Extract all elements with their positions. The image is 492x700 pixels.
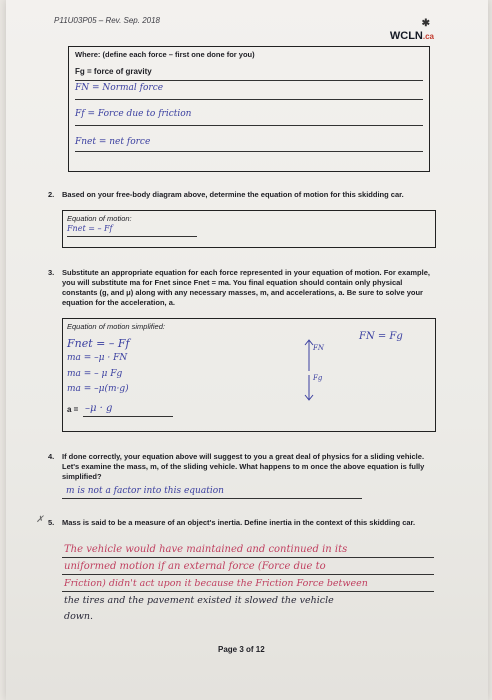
- question-3-number: 3.: [48, 268, 55, 277]
- question-3-answer: –μ · g: [85, 403, 113, 414]
- brand-logo: [389, 18, 434, 42]
- definition-symbol: FN: [75, 83, 90, 93]
- answer-prefix: a =: [67, 405, 79, 414]
- answer-line-1: The vehicle would have maintained and continued in its: [64, 544, 348, 555]
- diagram-up-label: FN: [313, 344, 324, 352]
- diagram-down-label: Fg: [313, 374, 323, 382]
- definition-row-friction: [75, 109, 191, 119]
- question-3-text: Substitute an appropriate equation for each force represented in your equation of motion. For example, you will substitute ma for Fnet since Fnet = ma. You final equation should contain only physical constants (g, and μ) along with any necessary masses, m, and accelerations, a. Be sure to solve your equation for the acceleration, a.: [62, 268, 430, 307]
- question-4-text: If done correctly, your equation above will suggest to you a great deal of physics for a sliding vehicle. Let's examine the mass, m, of the sliding vehicle. What happens to m once the above equation is fully simplified?: [62, 452, 425, 481]
- definition-symbol: Fnet: [75, 137, 96, 147]
- question-2-label: Equation of motion:: [67, 214, 132, 223]
- definition-row-net: [75, 137, 150, 147]
- definition-text: = force of gravity: [87, 67, 152, 76]
- work-line-3: ma = – μ Fg: [67, 369, 123, 379]
- answer-line-3: Friction) didn't act upon it because the Friction Force between: [64, 578, 368, 589]
- question-4-answer: m is not a factor into this equation: [66, 486, 224, 496]
- question-5-text: Mass is said to be a measure of an object's inertia. Define inertia in the context of this skidding car.: [62, 518, 416, 527]
- question-3-label: Equation of motion simplified:: [67, 322, 165, 331]
- question-2-answer: Fnet = – Ff: [67, 224, 113, 233]
- page-number: Page 3 of 12: [218, 645, 265, 654]
- definition-symbol: Ff: [75, 109, 85, 119]
- work-line-4: ma = –μ(m·g): [67, 384, 129, 394]
- answer-line-4: the tires and the pavement existed it slowed the vehicle: [64, 595, 334, 606]
- definition-row-gravity: [75, 67, 152, 76]
- wrong-mark-icon: ✗: [36, 515, 44, 525]
- question-2-answer-box: [62, 210, 436, 248]
- question-2-number: 2.: [48, 190, 55, 199]
- definition-text: = Force due to friction: [87, 109, 192, 119]
- answer-line-2: uniformed motion if an external force (Force due to: [64, 561, 326, 572]
- definition-row-normal: [75, 83, 163, 93]
- question-4-number: 4.: [48, 452, 55, 461]
- work-line-1: Fnet = – Ff: [67, 337, 130, 350]
- diagram-relation: FN = Fg: [359, 331, 403, 342]
- brand-name: WCLN: [389, 30, 423, 42]
- answer-line-5: down.: [64, 611, 94, 622]
- worksheet-page: [6, 0, 488, 700]
- work-line-2: ma = –μ · FN: [67, 353, 128, 363]
- brand-suffix: .ca: [422, 32, 434, 41]
- definition-symbol: Fg: [75, 67, 85, 76]
- force-definitions-box: [68, 46, 430, 172]
- definition-text: = Normal force: [92, 83, 164, 93]
- definition-text: = net force: [98, 137, 151, 147]
- question-2-text: Based on your free-body diagram above, determine the equation of motion for this skidding car.: [62, 190, 404, 199]
- document-id: P11U03P05 – Rev. Sep. 2018: [54, 16, 160, 25]
- definitions-title: Where: (define each force – first one done for you): [75, 50, 255, 59]
- question-5-number: 5.: [48, 518, 55, 527]
- question-3-work-box: [62, 318, 436, 432]
- star-icon: ✱: [421, 18, 430, 29]
